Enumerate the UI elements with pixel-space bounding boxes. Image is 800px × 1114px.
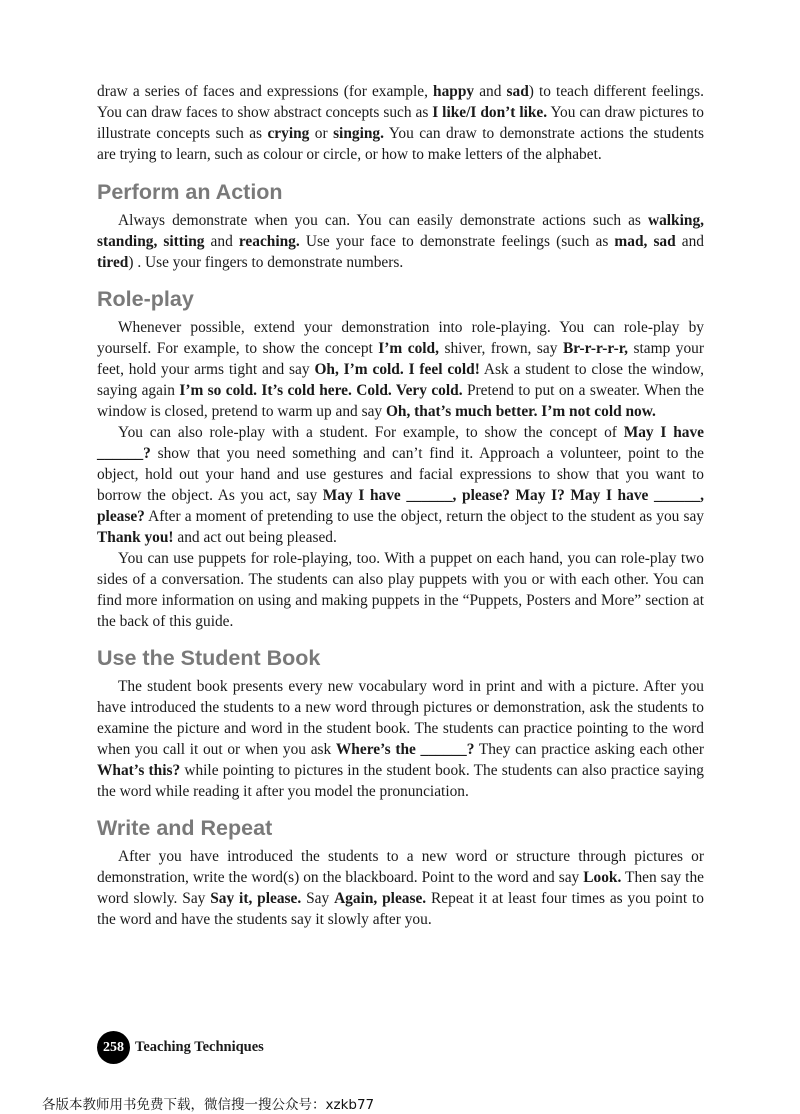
page-content (97, 81, 704, 930)
roleplay-paragraph-1: Whenever possible, extend your demonstration into role-playing. You can role-play by yourself. For example, to show the concept I’m cold, shiver, frown, say Br-r-r-r-r, stamp your feet, hold your arms tight and say Oh, I’m cold. I feel cold! Ask a student to close the window, saying again I’m so cold. It’s cold here. Cold. Very cold. Pretend to put on a sweater. When the window is closed, pretend to warm up and say Oh, that’s much better. I’m not cold now. (97, 319, 704, 420)
page-number: 258 (97, 1031, 130, 1064)
roleplay-paragraph-2: You can also role-play with a student. For example, to show the concept of May I have ______? show that you need something and can’t find it. Approach a volunteer, point to the object, hold out your hand and use gestures and facial expressions to show that you want to borrow the object. As you act, say May I have ______, please? May I? May I have ______, please? After a moment of pretending to use the object, return the object to the student as you say Thank you! and act out being pleased. (97, 424, 704, 546)
heading-perform-an-action: Perform an Action (97, 180, 283, 204)
footer-section-title: Teaching Techniques (135, 1039, 264, 1055)
roleplay-paragraph-3: You can use puppets for role-playing, too. With a puppet on each hand, you can role-play two sides of a conversation. The students can also play puppets with you or with each other. You can find more information on using and making puppets in the “Puppets, Posters and More” section at the back of this guide. (97, 550, 704, 630)
page-footer (97, 1031, 264, 1064)
perform-paragraph: Always demonstrate when you can. You can easily demonstrate actions such as walking, standing, sitting and reaching. Use your face to demonstrate feelings (such as mad, sad and tired) . Use your fingers to demonstrate numbers. (97, 212, 705, 271)
heading-write-and-repeat: Write and Repeat (97, 816, 273, 840)
heading-role-play: Role-play (97, 287, 194, 311)
writerepeat-paragraph: After you have introduced the students to a new word or structure through pictures or demonstration, write the word(s) on the blackboard. Point to the word and say Look. Then say the word slowly. Say Say it, please. Say Again, please. Repeat it at least four times as you point to the word and have the students say it slowly after you. (97, 848, 704, 928)
intro-paragraph: draw a series of faces and expressions (for example, happy and sad) to teach different feelings. You can draw faces to show abstract concepts such as I like/I don’t like. You can draw pictures to illustrate concepts such as crying or singing. You can draw to demonstrate actions the students are trying to learn, such as colour or circle, or how to make letters of the alphabet. (97, 83, 704, 163)
heading-use-the-student-book: Use the Student Book (97, 646, 321, 670)
watermark-text: 各版本教师用书免费下载，微信搜一搜公众号：xzkb77 (42, 1097, 375, 1113)
studentbook-paragraph: The student book presents every new vocabulary word in print and with a picture. After you have introduced the students to a new word through pictures or demonstration, ask the students to examine the picture and word in the student book. The students can practice pointing to the word when you call it out or when you ask Where’s the ______? They can practice asking each other What’s this? while pointing to pictures in the student book. The students can also practice saying the word while reading it after you model the pronunciation. (97, 678, 704, 800)
